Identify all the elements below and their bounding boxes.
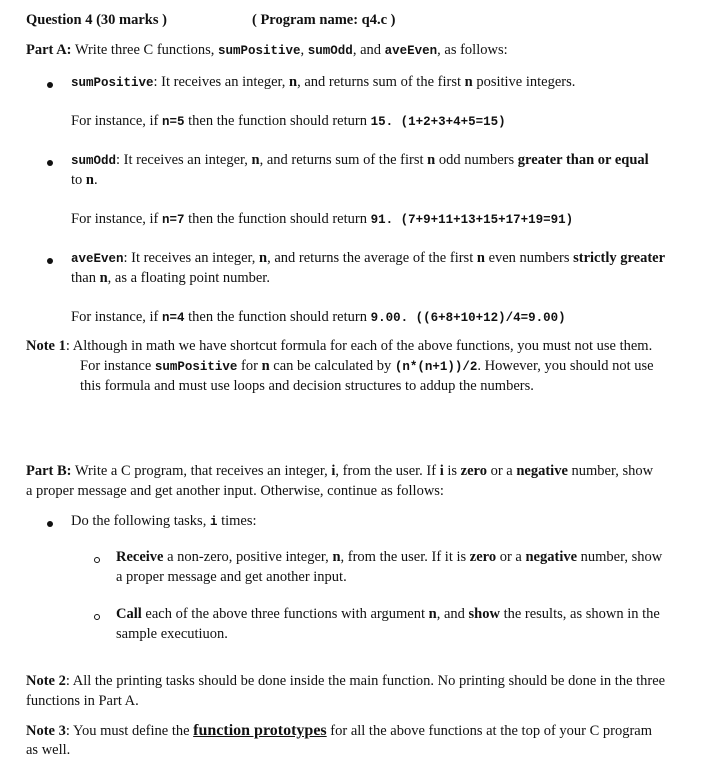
part-b-label: Part B: <box>26 463 72 479</box>
text: , from the user. If <box>335 463 440 479</box>
subtask-call <box>116 606 660 623</box>
var: n <box>85 172 94 188</box>
note-1-line-3 <box>80 378 534 395</box>
var: n <box>332 549 341 565</box>
question-title <box>26 12 167 29</box>
text: , and returns sum of the first <box>297 74 465 90</box>
text: even numbers <box>484 250 574 266</box>
bullet-icon <box>47 82 53 88</box>
text: : It receives an integer, <box>123 250 260 266</box>
text: , and returns the average of the first <box>267 250 477 266</box>
example-sumodd <box>71 211 573 228</box>
emphasis: negative <box>525 549 578 565</box>
text: than <box>71 270 100 286</box>
var: i <box>439 463 444 479</box>
note-2 <box>26 673 665 690</box>
emphasis: zero <box>460 463 487 479</box>
example-aveeven <box>71 309 566 326</box>
note-label: Note 2 <box>26 673 66 689</box>
text: , <box>300 42 308 58</box>
note-1-line-2 <box>80 358 654 375</box>
text: Write a C program, that receives an integer, <box>71 463 332 479</box>
emphasis: greater than or equal <box>517 152 649 168</box>
code: (1+2+3+4+5=15) <box>393 115 506 129</box>
note-1 <box>26 338 652 355</box>
fn-name: sumPositive <box>154 360 238 374</box>
text: a non-zero, positive integer, <box>163 549 333 565</box>
text: for all the above functions at the top of your C program <box>326 723 653 739</box>
text: For instance, if <box>71 113 163 129</box>
text: , and <box>352 42 385 58</box>
var: n <box>289 74 298 90</box>
text: , from the user. If it is <box>340 549 470 565</box>
text: number, show <box>577 549 663 565</box>
subtask-receive-cont <box>116 569 347 586</box>
subtask-call-cont <box>116 626 228 643</box>
bullet-icon <box>47 160 53 166</box>
code: 91. <box>370 213 394 227</box>
text: : All the printing tasks should be done inside the main function. No printing should be done in the three <box>65 673 666 689</box>
code: 15. <box>370 115 394 129</box>
text: functions in Part A. <box>26 693 139 709</box>
text: number, show <box>567 463 654 479</box>
text: is <box>443 463 461 479</box>
emphasis: Call <box>116 606 142 622</box>
example-sumpositive <box>71 113 506 130</box>
var: n <box>476 250 485 266</box>
text: For instance, if <box>71 309 163 325</box>
fn-name: sumPositive <box>71 76 154 90</box>
text: then the function should return <box>184 211 371 227</box>
code: i <box>209 515 218 529</box>
question-label: Question 4 (30 marks ) <box>26 12 167 28</box>
list-item-aveeven <box>71 250 665 267</box>
fn-name: sumPositive <box>218 44 301 58</box>
code: (7+9+11+13+15+17+19=91) <box>393 213 574 227</box>
list-item-sumodd <box>71 152 649 169</box>
text: : You must define the <box>65 723 194 739</box>
code: n=7 <box>162 213 185 227</box>
var: n <box>428 606 437 622</box>
note-3 <box>26 722 652 740</box>
note-label: Note 3 <box>26 723 66 739</box>
var: n <box>427 152 436 168</box>
text: . However, you should not use <box>477 358 654 374</box>
part-a-intro <box>26 42 508 59</box>
text: the results, as shown in the <box>499 606 660 622</box>
text: For instance, if <box>71 211 163 227</box>
text: Write three C functions, <box>71 42 219 58</box>
note-label: Note 1 <box>26 338 66 354</box>
fn-name: aveEven <box>71 252 124 266</box>
emphasis: Receive <box>116 549 164 565</box>
code: (n*(n+1))/2 <box>394 360 478 374</box>
fn-name: sumOdd <box>307 44 353 58</box>
emphasis: zero <box>469 549 497 565</box>
fn-name: aveEven <box>384 44 438 58</box>
text: : It receives an integer, <box>116 152 252 168</box>
text: , and <box>436 606 469 622</box>
fn-name: sumOdd <box>71 154 117 168</box>
text: . <box>93 172 98 188</box>
subtask-receive <box>116 549 662 566</box>
text: For instance <box>80 358 155 374</box>
text: for <box>237 358 262 374</box>
text: times: <box>217 513 257 529</box>
program-label: ( Program name: q4.c ) <box>252 12 396 28</box>
list-item-sumpositive <box>71 74 575 91</box>
note-3-line-2 <box>26 742 70 759</box>
text: can be calculated by <box>269 358 395 374</box>
var: n <box>251 152 260 168</box>
text: , and returns sum of the first <box>259 152 428 168</box>
text: a proper message and get another input. Otherwise, continue as follows: <box>26 483 444 499</box>
var: i <box>331 463 336 479</box>
text: : It receives an integer, <box>153 74 290 90</box>
part-b-line-2 <box>26 483 444 500</box>
text: Do the following tasks, <box>71 513 210 529</box>
text: or a <box>486 463 517 479</box>
emphasis: negative <box>516 463 568 479</box>
task-loop <box>71 513 257 530</box>
code: n=4 <box>162 311 185 325</box>
text: then the function should return <box>184 113 371 129</box>
program-name <box>252 12 396 29</box>
text: this formula and must use loops and decision structures to addup the numbers. <box>80 378 534 394</box>
circle-bullet-icon <box>94 614 100 620</box>
list-item-aveeven-cont <box>71 270 270 287</box>
bullet-icon <box>47 258 53 264</box>
var: n <box>99 270 108 286</box>
part-b-intro <box>26 463 653 480</box>
text: or a <box>496 549 526 565</box>
code: ((6+8+10+12)/4=9.00) <box>408 311 566 325</box>
bullet-icon <box>47 521 53 527</box>
text: then the function should return <box>184 309 371 325</box>
text: : Although in math we have shortcut formula for each of the above functions, you must not use them. <box>65 338 653 354</box>
code: n=5 <box>162 115 185 129</box>
text: sample executiuon. <box>116 626 228 642</box>
part-a-label: Part A: <box>26 42 72 58</box>
var: n <box>464 74 473 90</box>
text: odd numbers <box>435 152 518 168</box>
emphasis: show <box>468 606 500 622</box>
list-item-sumodd-cont <box>71 172 98 189</box>
code: 9.00. <box>370 311 409 325</box>
text: each of the above three functions with argument <box>141 606 429 622</box>
text: positive integers. <box>472 74 576 90</box>
var: n <box>261 358 270 374</box>
text: as well. <box>26 742 71 758</box>
text: to <box>71 172 86 188</box>
text: , as a floating point number. <box>107 270 270 286</box>
function-prototypes-emphasis: function prototypes <box>193 722 327 739</box>
emphasis: strictly greater <box>573 250 666 266</box>
var: n <box>259 250 268 266</box>
circle-bullet-icon <box>94 557 100 563</box>
text: a proper message and get another input. <box>116 569 347 585</box>
text: , as follows: <box>437 42 508 58</box>
note-2-line-2 <box>26 693 139 710</box>
